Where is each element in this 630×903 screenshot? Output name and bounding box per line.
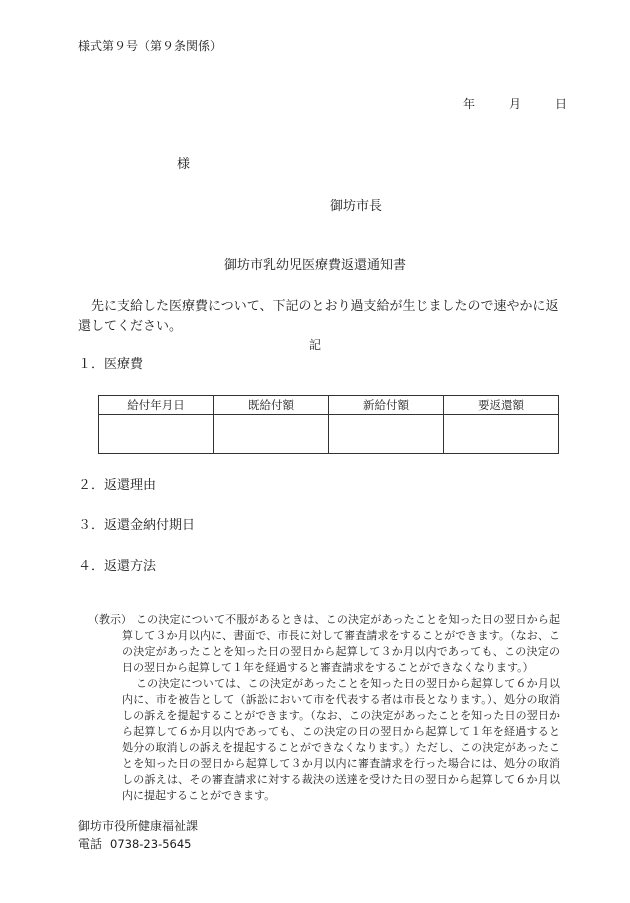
ki-heading: 記 [308,338,321,352]
table-row [99,415,559,454]
department-name: 御坊市役所健康福祉課 [78,819,199,833]
recipient-suffix: 様 [177,157,191,172]
table-cell [214,415,329,454]
amounts-table [98,395,559,454]
instruction-paragraph-2: この決定については、この決定があったことを知った日の翌日から起算して６か月以内に、市を被告として（訴訟において市を代表する者は市長となります。）、処分の取消しの訴えを提起することができます。（なお、この決定があったことを知った日の翌日から起算して６か月以内であっても、この決定の日の翌日から起算して１年を経過すると処分の取消しの訴えを提起することができなくなります。）ただし、この決定があったことを知った日の翌日から起算して３か月以内に審査請求を行った場合には、処分の取消しの訴えは、その審査請求に対する裁決の送達を受けた日の翌日から起算して６か月以内に提起することができます。 [122,677,560,802]
date-day-label: 日 [555,97,568,111]
table-header-row [99,396,559,415]
column-header-payment-date: 給付年月日 [99,396,214,415]
form-number: 様式第９号（第９条関係） [78,39,223,53]
section-refund-method: ４．返還方法 [78,559,157,574]
instruction-label: （教示） [88,613,132,626]
section-payment-deadline: ３．返還金納付期日 [78,518,196,533]
telephone-label: 電話 [78,837,103,851]
date-line [463,96,567,113]
issuer: 御坊市長 [330,199,383,214]
column-header-paid-amount: 既給付額 [214,396,329,415]
instruction-text [122,612,560,804]
section-refund-reason: ２．返還理由 [78,478,157,493]
table-cell [329,415,444,454]
date-year-label: 年 [463,97,476,111]
telephone-line [78,836,191,853]
body-text: 先に支給した医療費について、下記のとおり過支給が生じましたので速やかに返還してください。 [78,299,559,334]
date-month-label: 月 [509,97,522,111]
column-header-new-amount: 新給付額 [329,396,444,415]
instruction-paragraph-1: この決定について不服があるときは、この決定があったことを知った日の翌日から起算して３か月以内に、書面で、市長に対して審査請求をすることができます。（なお、この決定があったことを知った日の翌日から起算して３か月以内であっても、この決定の日の翌日から起算して１年を経過すると審査請求をすることができなくなります。） [122,613,560,674]
document-title: 御坊市乳幼児医療費返還通知書 [223,258,406,273]
table-cell [99,415,214,454]
telephone-number: 0738-23-5645 [110,837,192,851]
table-cell [444,415,559,454]
column-header-refund-amount: 要返還額 [444,396,559,415]
section-medical-expenses: １．医療費 [78,357,144,372]
